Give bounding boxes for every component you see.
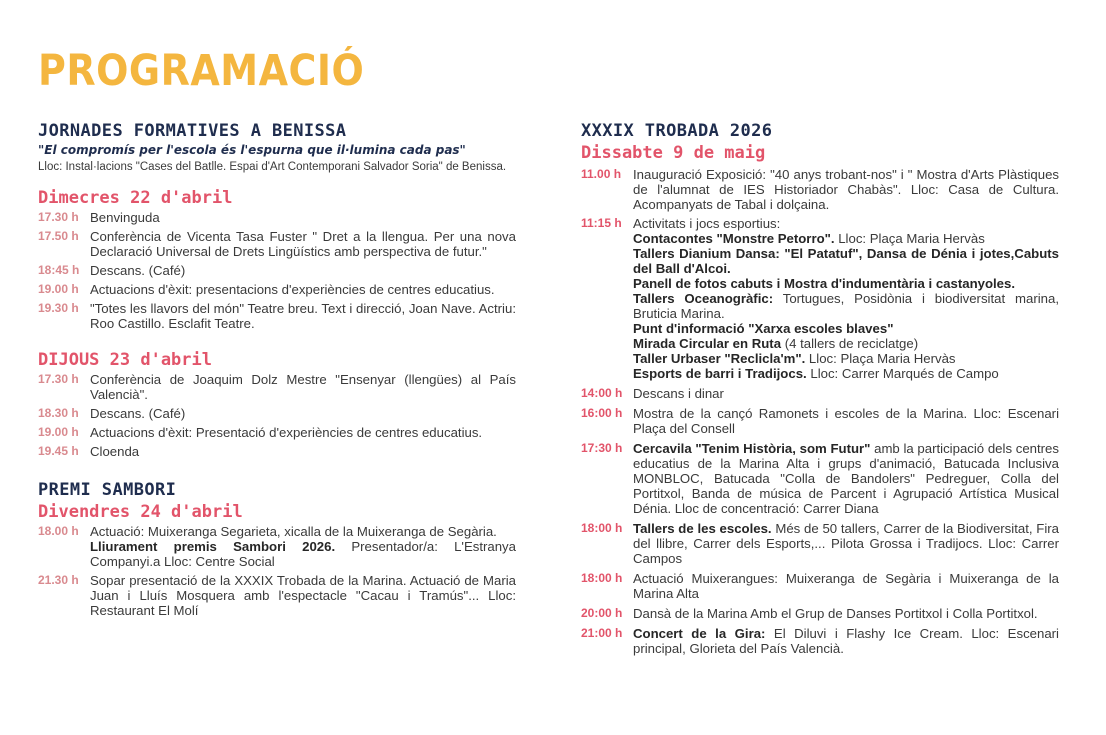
activity-item bbox=[633, 366, 1059, 381]
entry-text: Inauguració Exposició: "40 anys trobant-nos" i " Mostra d'Arts Plàstiques de l'alumnat de IES Historiador Chabàs". Lloc: Casa de Cultura. Acompanyats de Tabal i dolçaina. bbox=[633, 167, 1059, 212]
entry-rest: Presentador/a: L'Estranya Companyi.a Lloc: Centre Social bbox=[90, 539, 516, 569]
activity-item bbox=[633, 336, 1059, 351]
schedule-entry bbox=[581, 521, 1059, 566]
activity-detail: (4 tallers de reciclatge) bbox=[781, 336, 919, 351]
entry-text bbox=[633, 441, 1059, 516]
jornades-section bbox=[38, 120, 516, 459]
schedule-entry bbox=[581, 406, 1059, 436]
entry-text: Descans i dinar bbox=[633, 386, 724, 401]
entry-text: Actuacions d'èxit: presentacions d'experiències de centres educatius. bbox=[90, 282, 495, 297]
activity-detail: Lloc: Plaça Maria Hervàs bbox=[834, 231, 985, 246]
schedule-entry bbox=[581, 386, 1059, 401]
entry-time: 18.30 h bbox=[38, 406, 79, 420]
entry-text: Cloenda bbox=[90, 444, 140, 459]
entry-text: Descans. (Café) bbox=[90, 263, 186, 278]
entry-text: Mostra de la cançó Ramonets i escoles de la Marina. Lloc: Escenari Plaça del Consell bbox=[633, 406, 1059, 436]
entry-time: 18:00 h bbox=[581, 571, 623, 585]
entry-rest: El Diluvi i Flashy Ice Cream. Lloc: Escenari principal, Glorieta del País Valencià. bbox=[633, 626, 1059, 656]
entry-text bbox=[633, 626, 1059, 656]
schedule-entry bbox=[38, 263, 516, 278]
page-title: PROGRAMACIÓ bbox=[38, 46, 365, 96]
schedule-entry bbox=[581, 441, 1059, 516]
entry-text: Sopar presentació de la XXXIX Trobada de la Marina. Actuació de Maria Juan i Lluís Mosquera amb l'espectacle "Cacau i Tramús"... Lloc: Restaurant El Molí bbox=[90, 573, 516, 618]
schedule-entry bbox=[581, 216, 1059, 381]
schedule-entry bbox=[38, 573, 516, 618]
schedule-entry bbox=[38, 301, 516, 331]
schedule-entry bbox=[581, 626, 1059, 656]
schedule-entry bbox=[581, 167, 1059, 212]
activity-item bbox=[633, 291, 1059, 321]
sambori-section bbox=[38, 479, 516, 618]
entry-bold: Lliurament premis Sambori 2026. bbox=[90, 539, 336, 554]
entry-time: 18:45 h bbox=[38, 263, 80, 277]
entry-time: 18:00 h bbox=[581, 521, 623, 535]
schedule-entry bbox=[38, 372, 516, 402]
entry-time: 19.00 h bbox=[38, 282, 79, 296]
schedule-entry bbox=[581, 571, 1059, 601]
day-heading-wednesday: Dimecres 22 d'abril bbox=[38, 188, 233, 208]
entry-text: "Totes les llavors del món" Teatre breu. Text i direcció, Joan Nave. Actriu: Roo Castillo. Esclafit Teatre. bbox=[90, 301, 516, 331]
jornades-motto: "El compromís per l'escola és l'espurna que il·lumina cada pas" bbox=[38, 143, 466, 157]
activity-detail: Lloc: Plaça Maria Hervàs bbox=[805, 351, 956, 366]
jornades-venue: Lloc: Instal·lacions "Cases del Batlle. Espai d'Art Contemporani Salvador Soria" de Benissa. bbox=[38, 161, 507, 173]
entry-text: Benvinguda bbox=[90, 210, 160, 225]
entry-time: 18.00 h bbox=[38, 524, 79, 538]
entry-text: Dansà de la Marina Amb el Grup de Danses Portitxol i Colla Portitxol. bbox=[633, 606, 1038, 621]
entry-time: 17:30 h bbox=[581, 441, 623, 455]
day-heading-friday: Divendres 24 d'abril bbox=[38, 502, 243, 522]
entry-bold: Tallers de les escoles. bbox=[633, 521, 772, 536]
schedule-entry bbox=[38, 229, 516, 259]
schedule-entry bbox=[38, 524, 516, 569]
activity-item bbox=[633, 276, 1059, 291]
entry-time: 14:00 h bbox=[581, 386, 623, 400]
schedule-entry bbox=[38, 406, 516, 421]
sambori-heading: PREMI SAMBORI bbox=[38, 480, 177, 500]
jornades-heading: JORNADES FORMATIVES A BENISSA bbox=[38, 121, 347, 141]
entry-text: Actuacions d'èxit: Presentació d'experiències de centres educatius. bbox=[90, 425, 483, 440]
schedule-list-thursday bbox=[38, 372, 516, 459]
entry-text: Conferència de Joaquim Dolz Mestre "Ensenyar (llengües) al País Valencià". bbox=[90, 372, 516, 402]
trobada-heading: XXXIX TROBADA 2026 bbox=[581, 121, 773, 141]
activity-item bbox=[633, 231, 1059, 246]
entry-time: 19.45 h bbox=[38, 444, 79, 458]
schedule-list-wednesday bbox=[38, 210, 516, 331]
left-column bbox=[38, 120, 516, 618]
schedule-entry bbox=[38, 444, 516, 459]
entry-text bbox=[633, 521, 1059, 566]
activity-item bbox=[633, 246, 1059, 276]
entry-line: Actuació: Muixeranga Segarieta, xicalla de la Muixeranga de Segària. bbox=[90, 524, 497, 539]
entry-text: Actuació Muixerangues: Muixeranga de Segària i Muixeranga de la Marina Alta bbox=[633, 571, 1059, 601]
entry-rest: Més de 50 tallers, Carrer de la Biodiversitat, Fira del llibre, Carrer dels Esports,... Pilota Grossa i Tradijocs. Lloc: Carrer Campos bbox=[633, 521, 1059, 566]
entry-time: 17.30 h bbox=[38, 210, 79, 224]
schedule-entry bbox=[38, 282, 516, 297]
schedule-entry bbox=[581, 606, 1059, 621]
activity-name: Panell de fotos cabuts i Mostra d'indumentària i castanyoles. bbox=[633, 276, 1016, 291]
entry-text bbox=[633, 216, 1059, 381]
activity-name: Tallers Oceanogràfic: bbox=[633, 291, 774, 306]
schedule-entry bbox=[38, 425, 516, 440]
day-heading-saturday: Dissabte 9 de maig bbox=[581, 143, 766, 163]
activity-name: Tallers Dianium Dansa: "El Patatuf", Dansa de Dénia i jotes,Cabuts del Ball d'Alcoi. bbox=[633, 246, 1059, 276]
right-column bbox=[581, 120, 1059, 656]
activity-detail: Lloc: Carrer Marqués de Campo bbox=[806, 366, 999, 381]
entry-rest: amb la participació dels centres educatius de la Marina Alta i grups d'animació, Batucada Inclusiva MONBLOC, Batucada "Colla de Bandolers" Pedreguer, Colla del Portitxol, Banda de música de Parcent i Agrupació Artística Musical Dénia. Lloc de concentració: Carrer Diana bbox=[633, 441, 1059, 516]
entry-time: 21:00 h bbox=[581, 626, 623, 640]
day-heading-thursday: DIJOUS 23 d'abril bbox=[38, 350, 212, 370]
entry-time: 19.00 h bbox=[38, 425, 79, 439]
activity-detail: Tortugues, Posidònia i biodiversitat marina, Bruticia Marina. bbox=[633, 291, 1059, 321]
activity-item bbox=[633, 321, 1059, 336]
entry-bold: Concert de la Gira: bbox=[633, 626, 766, 641]
entry-line: Activitats i jocs esportius: bbox=[633, 216, 781, 231]
schedule-entry bbox=[38, 210, 516, 225]
activity-item bbox=[633, 351, 1059, 366]
activity-name: Esports de barri i Tradijocs. bbox=[633, 366, 807, 381]
entry-text bbox=[90, 524, 516, 569]
activity-name: Punt d'informació "Xarxa escoles blaves" bbox=[633, 321, 894, 336]
entry-line bbox=[90, 539, 516, 569]
entry-time: 19.30 h bbox=[38, 301, 79, 315]
activity-name: Mirada Circular en Ruta bbox=[633, 336, 782, 351]
entry-time: 21.30 h bbox=[38, 573, 79, 587]
entry-text: Descans. (Café) bbox=[90, 406, 186, 421]
entry-time: 11:15 h bbox=[581, 216, 622, 230]
entry-time: 20:00 h bbox=[581, 606, 623, 620]
entry-bold: Cercavila "Tenim Història, som Futur" bbox=[633, 441, 871, 456]
entry-time: 11.00 h bbox=[581, 167, 622, 181]
entry-time: 16:00 h bbox=[581, 406, 623, 420]
entry-text: Conferència de Vicenta Tasa Fuster " Dret a la llengua. Per una nova Declaració Universal de Drets Lingüístics amb perspectiva de futur." bbox=[90, 229, 516, 259]
entry-time: 17.50 h bbox=[38, 229, 79, 243]
entry-time: 17.30 h bbox=[38, 372, 79, 386]
activity-name: Taller Urbaser "Reclicla'm". bbox=[633, 351, 806, 366]
activity-name: Contacontes "Monstre Petorro". bbox=[633, 231, 835, 246]
